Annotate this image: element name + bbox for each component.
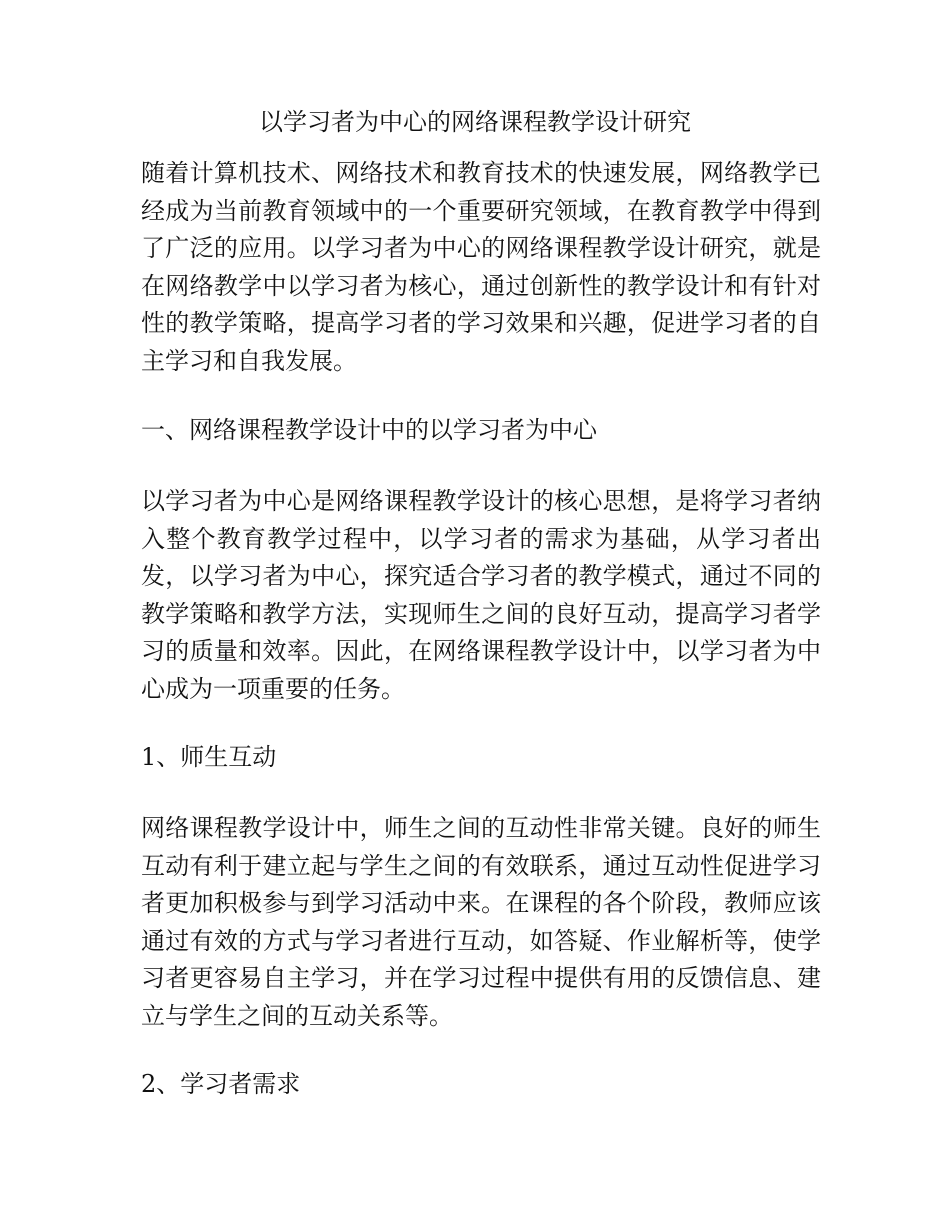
document-title: 以学习者为中心的网络课程教学设计研究 xyxy=(259,108,691,136)
subsection-heading-needs: 2、学习者需求 xyxy=(141,1070,301,1098)
section-paragraph: 以学习者为中心是网络课程教学设计的核心思想，是将学习者纳入整个教育教学过程中，以学习者的需求为基础，从学习者出发，以学习者为中心，探究适合学习者的教学模式，通过不同的教学策略和教学方法，实现师生之间的良好互动，提高学习者学习的质量和效率。因此，在网络课程教学设计中，以学习者为中心成为一项重要的任务。 xyxy=(141,487,821,703)
subsection-paragraph-interaction: 网络课程教学设计中，师生之间的互动性非常关键。良好的师生互动有利于建立起与学生之间的有效联系，通过互动性促进学习者更加积极参与到学习活动中来。在课程的各个阶段，教师应该通过有效的方式与学习者进行互动，如答疑、作业解析等，使学习者更容易自主学习，并在学习过程中提供有用的反馈信息、建立与学生之间的互动关系等。 xyxy=(141,814,821,1030)
section-heading: 一、网络课程教学设计中的以学习者为中心 xyxy=(141,416,597,444)
subsection-heading-interaction: 1、师生互动 xyxy=(141,743,277,771)
intro-paragraph: 随着计算机技术、网络技术和教育技术的快速发展，网络教学已经成为当前教育领域中的一个重要研究领域，在教育教学中得到了广泛的应用。以学习者为中心的网络课程教学设计研究，就是在网络教学中以学习者为核心，通过创新性的教学设计和有针对性的教学策略，提高学习者的学习效果和兴趣，促进学习者的自主学习和自我发展。 xyxy=(141,159,821,375)
